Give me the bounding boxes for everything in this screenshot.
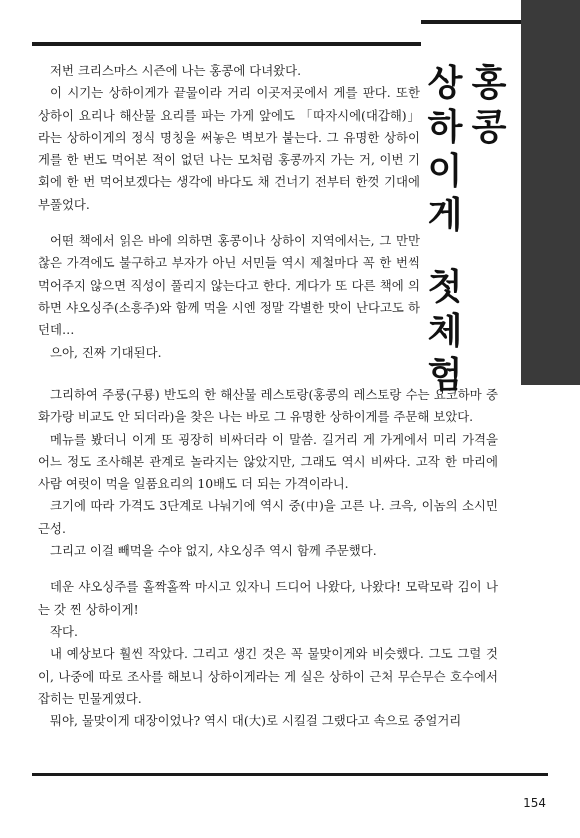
title-char: 이 — [427, 151, 463, 192]
title-line-1 — [469, 62, 509, 150]
body-paragraph: 어떤 책에서 읽은 바에 의하면 홍콩이나 상하이 지역에서는, 그 만만찮은 가격에도 불구하고 부자가 아닌 서민들 역시 제철마다 꼭 한 번씩 먹어주지 않으면 직성이 풀리지 않는다고 한다. 게다가 또 다른 책에 의하면 샤오싱주(소흥주)와 함께 먹을 시엔 정말 각별한 맛이 난다고도 하던데… — [38, 233, 420, 338]
title-char: 험 — [427, 355, 463, 396]
title-line-2 — [425, 62, 465, 398]
paragraph-spacer — [38, 562, 498, 576]
title-char: 하 — [427, 107, 463, 148]
title-char: 첫 — [427, 267, 463, 308]
body-text-upper — [38, 60, 420, 364]
title-char: 체 — [427, 311, 463, 352]
body-paragraph: 내 예상보다 훨씬 작았다. 그리고 생긴 것은 꼭 물맞이게와 비슷했다. 그도 그럴 것이, 나중에 따로 조사를 해보니 상하이게라는 게 실은 상하이 근처 무슨무슨 호수에서 잡히는 민물게였다. — [38, 646, 498, 706]
body-paragraph: 저번 크리스마스 시즌에 나는 홍콩에 다녀왔다. — [50, 63, 302, 78]
title-char: 상 — [427, 63, 463, 104]
title-char: 게 — [427, 195, 463, 236]
body-paragraph: 그리하여 주룽(구룡) 반도의 한 해산물 레스토랑(홍콩의 레스토랑 수는 요코하마 중화가랑 비교도 안 되더라)을 찾은 나는 바로 그 유명한 상하이게를 주문해 보았다. — [38, 387, 498, 425]
body-paragraph: 메뉴를 봤더니 이게 또 굉장히 비싸더라 이 말씀. 길거리 게 가게에서 미리 가격을 어느 정도 조사해본 관계로 놀라지는 않았지만, 그래도 역시 비싸다. 고작 한 마리에 사람 여럿이 먹을 일품요리의 10배도 더 되는 가격이라니. — [38, 431, 498, 492]
title-char: 홍 — [471, 63, 507, 104]
body-paragraph: 으아, 진짜 기대된다. — [50, 344, 162, 360]
body-text-lower — [38, 384, 498, 732]
side-bar-decoration — [521, 0, 580, 385]
top-rule — [32, 42, 421, 46]
body-paragraph: 작다. — [50, 623, 78, 639]
bottom-rule — [32, 773, 548, 776]
body-paragraph: 데운 샤오싱주를 홀짝홀짝 마시고 있자니 드디어 나왔다, 나왔다! 모락모락 김이 나는 갓 찐 상하이게! — [38, 579, 498, 617]
page-number: 154 — [523, 796, 546, 810]
body-paragraph: 크기에 따라 가격도 3단계로 나눠기에 역시 중(中)을 고른 나. 크윽, 이놈의 소시민 근성. — [38, 498, 498, 536]
body-paragraph: 이 시기는 상하이게가 끝물이라 거리 이곳저곳에서 게를 판다. 또한 상하이 요리나 해산물 요리를 파는 가게 앞에도 「따자시에(대갑해)」라는 상하이게의 정식 명칭을 써놓은 벽보가 붙는다. 그 유명한 상하이게를 한 번도 먹어본 적이 없던 나는 모처럼 홍콩까지 가는 거, 이번 기회에 한 번 먹어보겠다는 생각에 바다도 채 건너기 전부터 한껏 기대에 부풀었다. — [38, 85, 420, 212]
body-paragraph: 그리고 이걸 빼먹을 수야 없지, 샤오싱주 역시 함께 주문했다. — [50, 543, 377, 559]
title-char: 콩 — [471, 107, 507, 148]
body-paragraph: 뭐야, 물맞이게 대장이었나? 역시 대(大)로 시킬걸 그랬다고 속으로 중얼거리 — [50, 713, 462, 729]
paragraph-spacer — [38, 216, 420, 230]
